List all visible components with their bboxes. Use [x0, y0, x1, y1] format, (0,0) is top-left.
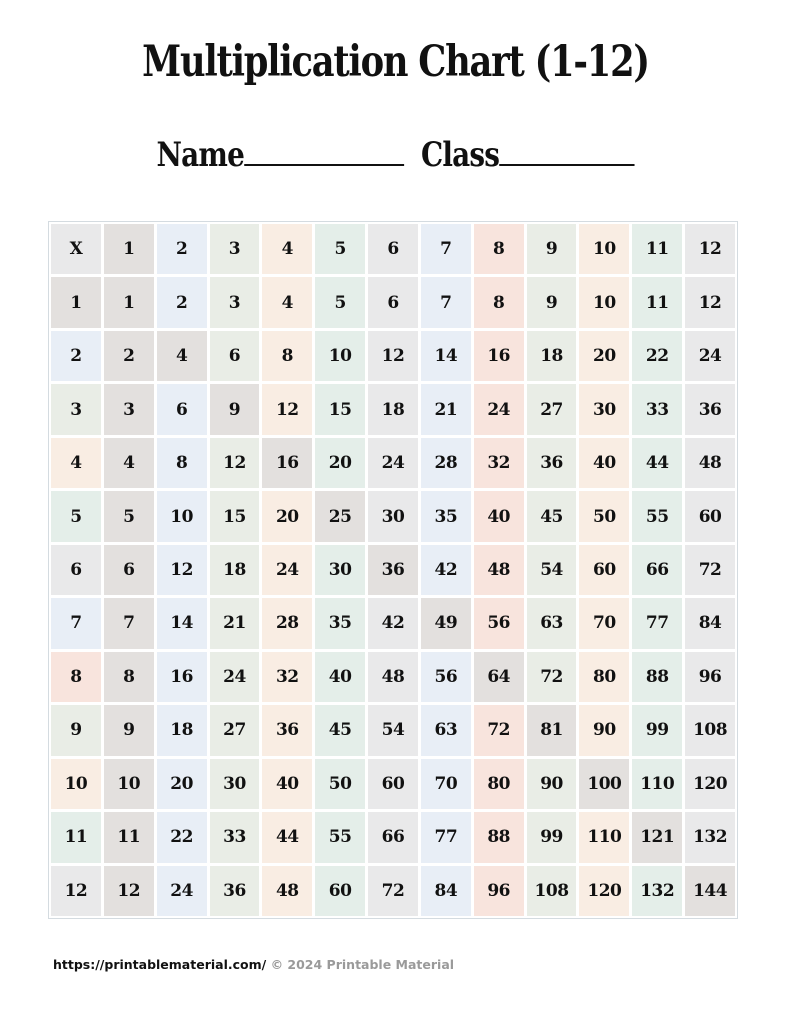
product-cell: 24: [368, 438, 418, 488]
product-cell: 8: [157, 438, 207, 488]
product-cell: 6: [104, 545, 154, 595]
product-cell: 28: [421, 438, 471, 488]
product-cell: 22: [157, 812, 207, 862]
product-cell: 24: [685, 331, 735, 381]
product-cell: 9: [527, 277, 577, 327]
product-cell: 12: [104, 866, 154, 916]
student-fields: [71, 130, 720, 180]
product-cell: 60: [315, 866, 365, 916]
product-cell: 48: [368, 652, 418, 702]
product-cell: 40: [579, 438, 629, 488]
product-cell: 11: [104, 812, 154, 862]
header-cell: 6: [368, 224, 418, 274]
product-cell: 12: [262, 384, 312, 434]
product-cell: 99: [527, 812, 577, 862]
product-cell: 63: [527, 598, 577, 648]
product-cell: 6: [210, 331, 260, 381]
product-cell: 60: [685, 491, 735, 541]
product-cell: 20: [579, 331, 629, 381]
product-cell: 56: [421, 652, 471, 702]
product-cell: 77: [421, 812, 471, 862]
product-cell: 27: [527, 384, 577, 434]
product-cell: 72: [368, 866, 418, 916]
product-cell: 90: [579, 705, 629, 755]
product-cell: 24: [210, 652, 260, 702]
product-cell: 84: [685, 598, 735, 648]
product-cell: 6: [157, 384, 207, 434]
product-cell: 12: [368, 331, 418, 381]
name-blank-line: [244, 134, 404, 166]
row-header-cell: 12: [51, 866, 101, 916]
product-cell: 18: [157, 705, 207, 755]
product-cell: 3: [210, 277, 260, 327]
product-cell: 48: [474, 545, 524, 595]
product-cell: 64: [474, 652, 524, 702]
footer-copyright: © 2024 Printable Material: [270, 957, 455, 972]
product-cell: 21: [421, 384, 471, 434]
product-cell: 81: [527, 705, 577, 755]
product-cell: 63: [421, 705, 471, 755]
multiplication-grid: [48, 221, 738, 919]
product-cell: 30: [368, 491, 418, 541]
product-cell: 25: [315, 491, 365, 541]
product-cell: 16: [157, 652, 207, 702]
product-cell: 80: [474, 759, 524, 809]
product-cell: 36: [210, 866, 260, 916]
header-cell: 12: [685, 224, 735, 274]
row-header-cell: 8: [51, 652, 101, 702]
product-cell: 108: [527, 866, 577, 916]
corner-cell: X: [51, 224, 101, 274]
product-cell: 30: [315, 545, 365, 595]
product-cell: 55: [632, 491, 682, 541]
product-cell: 12: [685, 277, 735, 327]
product-cell: 30: [210, 759, 260, 809]
product-cell: 90: [527, 759, 577, 809]
product-cell: 15: [210, 491, 260, 541]
product-cell: 84: [421, 866, 471, 916]
header-cell: 9: [527, 224, 577, 274]
header-cell: 11: [632, 224, 682, 274]
product-cell: 55: [315, 812, 365, 862]
product-cell: 32: [262, 652, 312, 702]
product-cell: 7: [104, 598, 154, 648]
header-cell: 2: [157, 224, 207, 274]
class-label: Class: [421, 135, 500, 175]
product-cell: 40: [262, 759, 312, 809]
product-cell: 72: [527, 652, 577, 702]
product-cell: 9: [210, 384, 260, 434]
product-cell: 48: [262, 866, 312, 916]
product-cell: 70: [579, 598, 629, 648]
product-cell: 3: [104, 384, 154, 434]
product-cell: 8: [474, 277, 524, 327]
product-cell: 72: [685, 545, 735, 595]
product-cell: 5: [104, 491, 154, 541]
header-cell: 5: [315, 224, 365, 274]
page-title: Multiplication Chart (1-12): [142, 37, 649, 87]
header-cell: 1: [104, 224, 154, 274]
product-cell: 100: [579, 759, 629, 809]
product-cell: 24: [474, 384, 524, 434]
product-cell: 12: [157, 545, 207, 595]
product-cell: 30: [579, 384, 629, 434]
product-cell: 5: [315, 277, 365, 327]
product-cell: 96: [474, 866, 524, 916]
product-cell: 18: [368, 384, 418, 434]
name-label: Name: [156, 135, 245, 175]
product-cell: 36: [368, 545, 418, 595]
product-cell: 15: [315, 384, 365, 434]
product-cell: 35: [315, 598, 365, 648]
product-cell: 32: [474, 438, 524, 488]
product-cell: 4: [157, 331, 207, 381]
product-cell: 80: [579, 652, 629, 702]
row-header-cell: 2: [51, 331, 101, 381]
product-cell: 8: [262, 331, 312, 381]
product-cell: 120: [685, 759, 735, 809]
product-cell: 121: [632, 812, 682, 862]
product-cell: 88: [474, 812, 524, 862]
product-cell: 10: [579, 277, 629, 327]
row-header-cell: 10: [51, 759, 101, 809]
product-cell: 16: [262, 438, 312, 488]
product-cell: 40: [315, 652, 365, 702]
product-cell: 66: [632, 545, 682, 595]
product-cell: 21: [210, 598, 260, 648]
product-cell: 99: [632, 705, 682, 755]
header-cell: 10: [579, 224, 629, 274]
product-cell: 110: [632, 759, 682, 809]
product-cell: 40: [474, 491, 524, 541]
product-cell: 35: [421, 491, 471, 541]
row-header-cell: 3: [51, 384, 101, 434]
product-cell: 144: [685, 866, 735, 916]
product-cell: 88: [632, 652, 682, 702]
row-header-cell: 11: [51, 812, 101, 862]
product-cell: 1: [104, 277, 154, 327]
product-cell: 9: [104, 705, 154, 755]
header-cell: 8: [474, 224, 524, 274]
product-cell: 54: [527, 545, 577, 595]
class-blank-line: [499, 134, 634, 166]
product-cell: 42: [368, 598, 418, 648]
product-cell: 10: [104, 759, 154, 809]
row-header-cell: 4: [51, 438, 101, 488]
row-header-cell: 7: [51, 598, 101, 648]
product-cell: 24: [262, 545, 312, 595]
product-cell: 72: [474, 705, 524, 755]
product-cell: 54: [368, 705, 418, 755]
product-cell: 66: [368, 812, 418, 862]
product-cell: 110: [579, 812, 629, 862]
product-cell: 96: [685, 652, 735, 702]
product-cell: 36: [527, 438, 577, 488]
product-cell: 10: [157, 491, 207, 541]
product-cell: 132: [685, 812, 735, 862]
product-cell: 44: [632, 438, 682, 488]
product-cell: 77: [632, 598, 682, 648]
footer: [53, 957, 454, 972]
product-cell: 2: [104, 331, 154, 381]
product-cell: 12: [210, 438, 260, 488]
product-cell: 10: [315, 331, 365, 381]
product-cell: 4: [262, 277, 312, 327]
product-cell: 18: [527, 331, 577, 381]
product-cell: 36: [685, 384, 735, 434]
row-header-cell: 5: [51, 491, 101, 541]
product-cell: 48: [685, 438, 735, 488]
product-cell: 27: [210, 705, 260, 755]
product-cell: 28: [262, 598, 312, 648]
product-cell: 11: [632, 277, 682, 327]
product-cell: 14: [421, 331, 471, 381]
header-cell: 4: [262, 224, 312, 274]
row-header-cell: 6: [51, 545, 101, 595]
product-cell: 50: [315, 759, 365, 809]
product-cell: 60: [368, 759, 418, 809]
product-cell: 42: [421, 545, 471, 595]
product-cell: 108: [685, 705, 735, 755]
header-cell: 3: [210, 224, 260, 274]
product-cell: 60: [579, 545, 629, 595]
product-cell: 18: [210, 545, 260, 595]
product-cell: 49: [421, 598, 471, 648]
product-cell: 132: [632, 866, 682, 916]
product-cell: 20: [157, 759, 207, 809]
product-cell: 33: [210, 812, 260, 862]
product-cell: 44: [262, 812, 312, 862]
row-header-cell: 1: [51, 277, 101, 327]
product-cell: 45: [527, 491, 577, 541]
product-cell: 20: [315, 438, 365, 488]
product-cell: 24: [157, 866, 207, 916]
product-cell: 36: [262, 705, 312, 755]
product-cell: 4: [104, 438, 154, 488]
product-cell: 120: [579, 866, 629, 916]
product-cell: 22: [632, 331, 682, 381]
footer-url[interactable]: https://printablematerial.com/: [53, 957, 267, 972]
row-header-cell: 9: [51, 705, 101, 755]
product-cell: 50: [579, 491, 629, 541]
product-cell: 56: [474, 598, 524, 648]
product-cell: 7: [421, 277, 471, 327]
product-cell: 20: [262, 491, 312, 541]
product-cell: 70: [421, 759, 471, 809]
product-cell: 16: [474, 331, 524, 381]
product-cell: 14: [157, 598, 207, 648]
product-cell: 8: [104, 652, 154, 702]
product-cell: 6: [368, 277, 418, 327]
product-cell: 33: [632, 384, 682, 434]
product-cell: 2: [157, 277, 207, 327]
product-cell: 45: [315, 705, 365, 755]
header-cell: 7: [421, 224, 471, 274]
